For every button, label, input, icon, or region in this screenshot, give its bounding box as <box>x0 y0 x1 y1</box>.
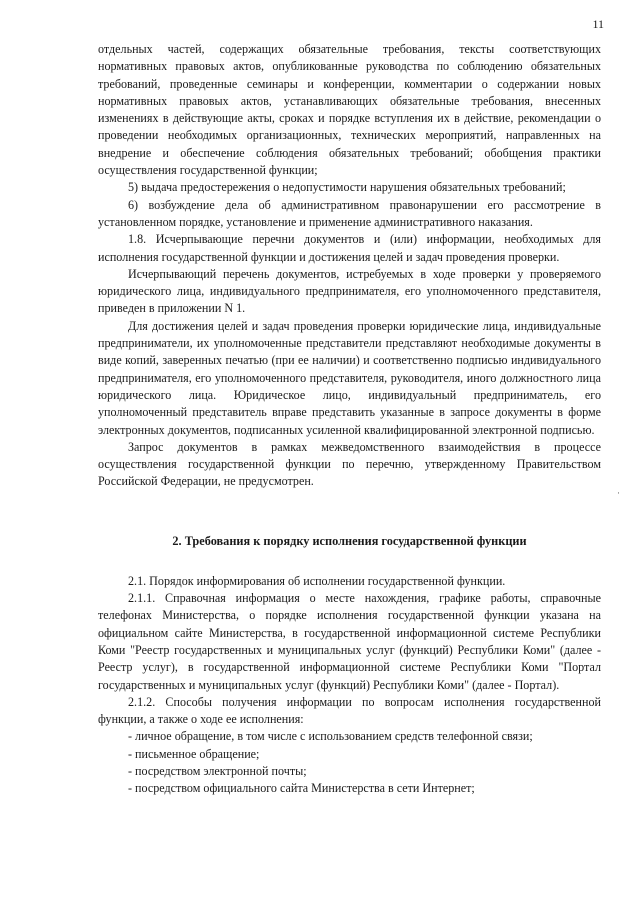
section-heading: 2. Требования к порядку исполнения государственной функции <box>172 533 527 548</box>
paragraph: отдельных частей, содержащих обязательные требования, тексты соответствующих нормативных правовых актов, опубликованные руководства по соблюдению обязательных требований, проведенные семинары и конференции, комментарии о содержании новых нормативных правовых актов, устанавливающих обязательные требования, внесенных изменениях в действующие акты, сроках и порядке вступления их в действие, рекомендации о проведении необходимых организационных, технических мероприятий, направленных на внедрение и обеспечение соблюдения обязательных требований; обобщения практики осуществления государственной функции; <box>98 42 601 178</box>
paragraph: 6) возбуждение дела об административном правонарушении его рассмотрение в установленном порядке, установление и применение административного наказания. <box>98 197 601 229</box>
list-item: - личное обращение, в том числе с использованием средств телефонной связи; <box>128 729 533 744</box>
paragraph: 2.1. Порядок информирования об исполнении государственной функции. <box>128 573 506 588</box>
list-item: - письменное обращение; <box>128 746 260 761</box>
paragraph: Исчерпывающий перечень документов, истребуемых в ходе проверки у проверяемого юридического лица, индивидуального предпринимателя, его уполномоченного представителя, приведен в приложении N 1. <box>98 266 601 316</box>
list-item: - посредством официального сайта Министерства в сети Интернет; <box>128 781 475 796</box>
document-body <box>98 41 601 798</box>
page-number: 11 <box>592 17 604 31</box>
list-item: - посредством электронной почты; <box>128 763 307 778</box>
paragraph: 2.1.2. Способы получения информации по вопросам исполнения государственной функции, а также о ходе ее исполнения: <box>98 694 601 727</box>
paragraph: 2.1.1. Справочная информация о месте нахождения, графике работы, справочные телефонах Министерства, о порядке исполнения государственной функции указана на официальном сайте Министерства, в государственной информационной системе Республики Коми "Реестр государственных и муниципальных услуг (функций) Республики Коми" (далее - Реестр услуг), в государственной информационной системе Республики Коми "Портал государственных и муниципальных услуг (функций) Республики Коми" (далее - Портал). <box>98 591 601 692</box>
margin-mark: · <box>617 488 620 498</box>
paragraph: 1.8. Исчерпывающие перечни документов и (или) информации, необходимых для исполнения государственной функции и достижения целей и задач проведения проверки. <box>98 232 601 264</box>
paragraph: Для достижения целей и задач проведения проверки юридические лица, индивидуальные предприниматели, их уполномоченные представители представляют необходимые документы в виде копий, заверенных печатью (при ее наличии) и соответственно подписью индивидуального предпринимателя, его уполномоченного представителя, руководителя, иного должностного лица юридического лица. Юридическое лицо, индивидуальный предприниматель, его уполномоченный представитель вправе представить указанные в запросе документы в форме электронных документов, подписанных усиленной квалифицированной электронной подписью. <box>98 318 601 437</box>
paragraph: Запрос документов в рамках межведомственного взаимодействия в процессе осуществления государственной функции по перечню, утвержденному Правительством Российской Федерации, не предусмотрен. <box>98 439 601 489</box>
paragraph: 5) выдача предостережения о недопустимости нарушения обязательных требований; <box>128 180 566 195</box>
